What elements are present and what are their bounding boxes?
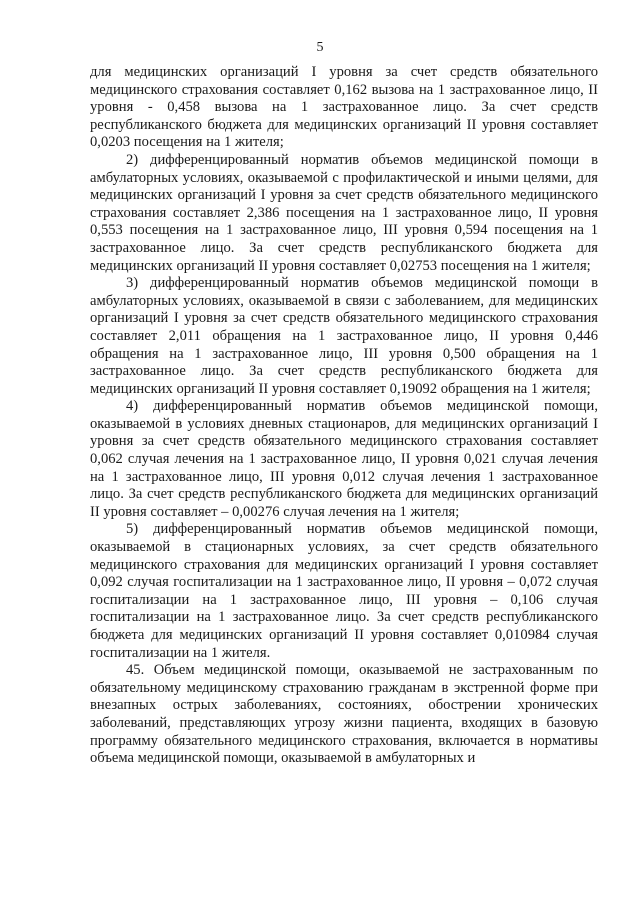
paragraph-continuation: для медицинских организаций I уровня за счет средств обязательного медицинского страхования составляет 0,162 вызова на 1 застрахованное лицо, II уровня - 0,458 вызова на 1 застрахованное лицо. За счет средств республиканского бюджета для медицинских организаций II уровня составляет 0,0203 посещения на 1 жителя; <box>90 64 598 151</box>
paragraph-item-2: 2) дифференцированный норматив объемов медицинской помощи в амбулаторных условиях, оказываемой с профилактической и иными целями, для медицинских организаций I уровня за счет средств обязательного медицинского страхования составляет 2,386 посещения на 1 застрахованное лицо, II уровня 0,553 посещения на 1 застрахованное лицо, III уровня 0,594 посещения на 1 застрахованное лицо. За счет средств республиканского бюджета для медицинских организаций II уровня составляет 0,02753 посещения на 1 жителя; <box>90 151 598 274</box>
paragraph-section-45: 45. Объем медицинской помощи, оказываемой не застрахованным по обязательному медицинскому страхованию гражданам в экстренной форме при внезапных острых заболеваниях, состояниях, обострении хронических заболеваний, представляющих угрозу жизни пациента, входящих в базовую программу обязательного медицинского страхования, включается в нормативы объема медицинской помощи, оказываемой в амбулаторных и <box>90 662 598 767</box>
paragraph-item-3: 3) дифференцированный норматив объемов медицинской помощи в амбулаторных условиях, оказываемой в связи с заболеванием, для медицинских организаций I уровня за счет средств обязательного медицинского страхования составляет 2,011 обращения на 1 застрахованное лицо, II уровня 0,446 обращения на 1 застрахованное лицо, III уровня 0,500 обращения на 1 застрахованное лицо. За счет средств республиканского бюджета для медицинских организаций II уровня составляет 0,19092 обращения на 1 жителя; <box>90 275 598 397</box>
document-body <box>90 64 598 768</box>
paragraph-item-5: 5) дифференцированный норматив объемов медицинской помощи, оказываемой в стационарных условиях, за счет средств обязательного медицинского страхования для медицинских организаций I уровня составляет 0,092 случая госпитализации на 1 застрахованное лицо, II уровня – 0,072 случая госпитализации на 1 застрахованное лицо, III уровня – 0,106 случая госпитализации на 1 застрахованное лицо. За счет средств республиканского бюджета для медицинских организаций II уровня составляет 0,010984 случая госпитализации на 1 жителя. <box>90 521 598 661</box>
page-number: 5 <box>316 40 324 55</box>
paragraph-item-4: 4) дифференцированный норматив объемов медицинской помощи, оказываемой в условиях дневных стационаров, для медицинских организаций I уровня за счет средств обязательного медицинского страхования составляет 0,062 случая лечения на 1 застрахованное лицо, II уровня 0,021 случая лечения на 1 застрахованное лицо, III уровня 0,012 случая лечения 1 застрахованное лицо. За счет средств республиканского бюджета для медицинских организаций II уровня составляет – 0,00276 случая лечения на 1 жителя; <box>90 398 598 520</box>
